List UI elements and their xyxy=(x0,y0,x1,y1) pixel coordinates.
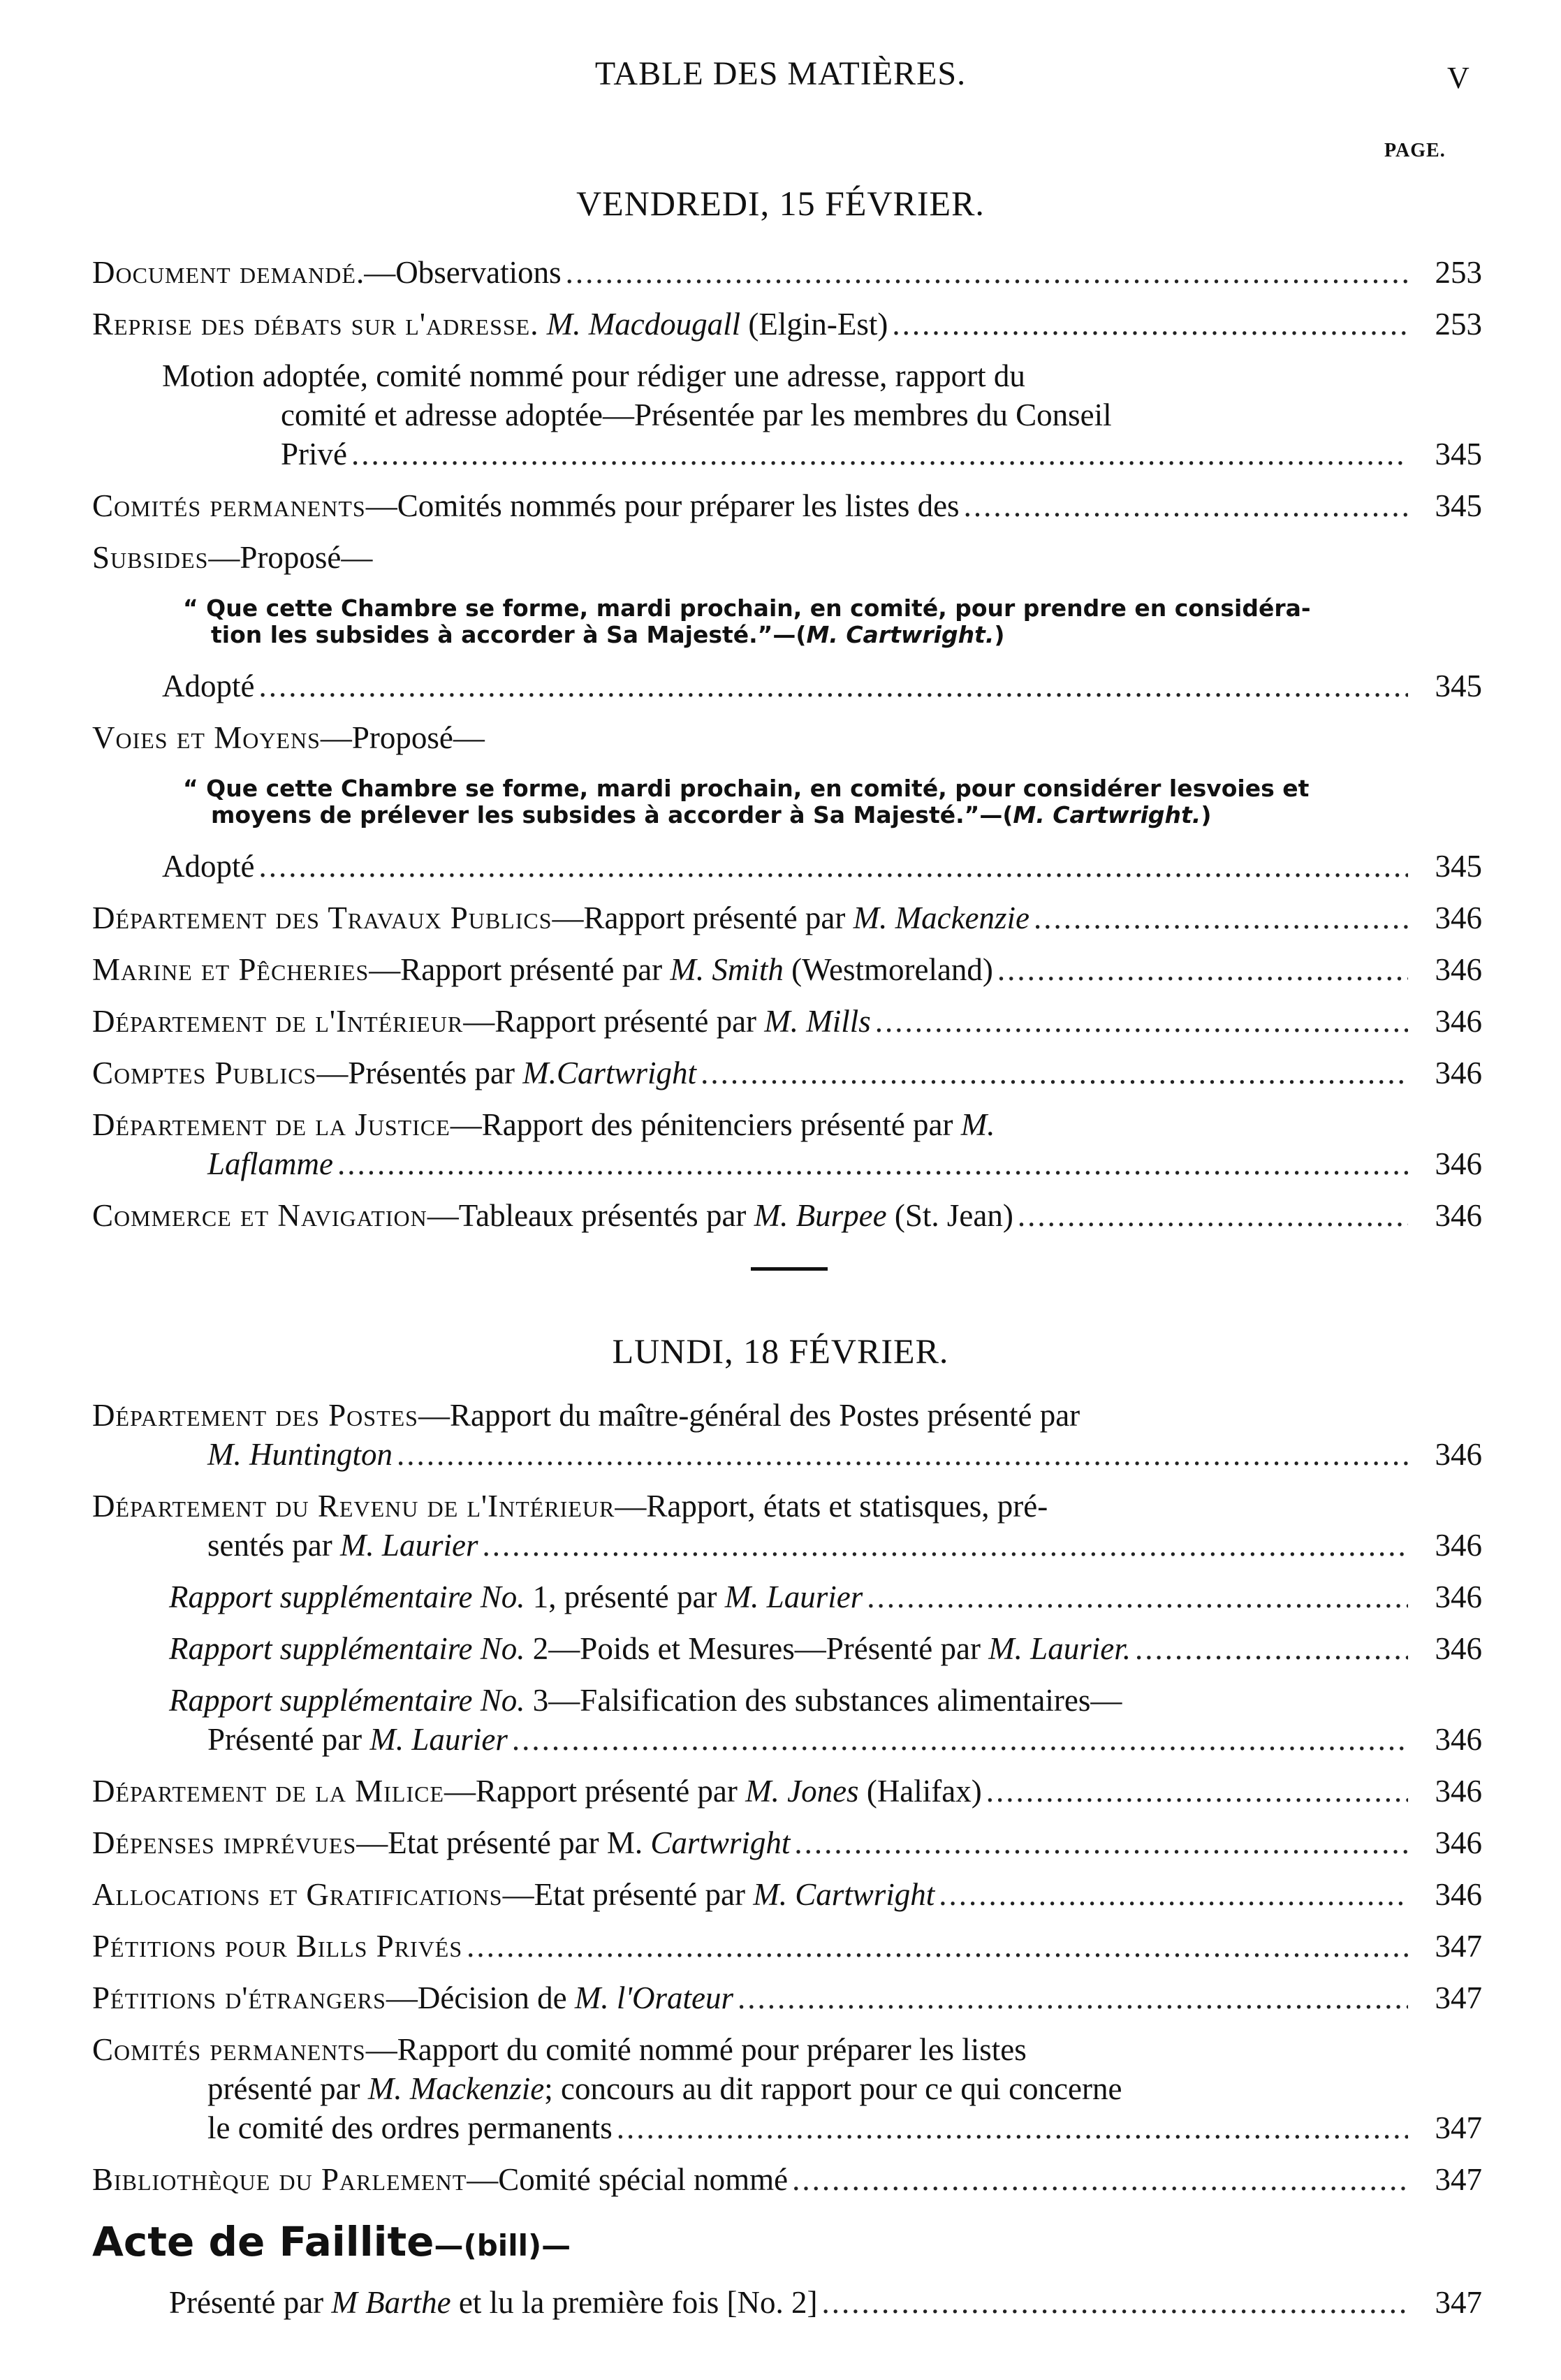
entry-lead: Commerce et Navigation xyxy=(92,1198,427,1233)
toc-entry xyxy=(92,2030,1482,2147)
toc-entry xyxy=(92,1772,1482,1811)
entry-text: —Comité spécial nommé xyxy=(467,2162,789,2197)
entry-text: 3—Falsification des substances alimentaires— xyxy=(525,1683,1122,1718)
entry-text: 2—Poids et Mesures—Présenté par xyxy=(525,1631,989,1666)
leader-dots xyxy=(794,1823,1408,1862)
entry-text: Adopté xyxy=(162,669,255,703)
entry-speaker: M.Cartwright xyxy=(522,1056,697,1090)
entry-page: 346 xyxy=(1435,1877,1482,1912)
entry-speaker: M. Laurier xyxy=(339,1528,478,1563)
entry-text: —Proposé— xyxy=(208,540,373,575)
bill-heading xyxy=(92,2217,1482,2270)
toc-entry xyxy=(92,1681,1482,1759)
quote-line: tion les subsides à accorder à Sa Majesté.”—( xyxy=(211,621,807,648)
quote-speaker: M. Cartwright. xyxy=(1013,801,1201,828)
quote-close: ) xyxy=(994,621,1005,648)
entry-text: (Halifax) xyxy=(858,1774,982,1809)
entry-page: 345 xyxy=(1435,488,1482,523)
entry-page: 346 xyxy=(1435,1146,1482,1181)
leader-dots xyxy=(258,666,1408,706)
entry-text: (Elgin-Est) xyxy=(740,307,888,342)
toc-entry xyxy=(92,666,1482,706)
entry-page: 346 xyxy=(1435,1774,1482,1809)
entry-page: 346 xyxy=(1435,1528,1482,1563)
toc-entry xyxy=(92,486,1482,525)
entry-speaker: M. Jones xyxy=(745,1774,859,1809)
entry-text: —Rapport présenté par xyxy=(552,900,853,935)
entry-lead: Subsides xyxy=(92,540,209,575)
toc-entry xyxy=(92,538,1482,577)
entry-page: 346 xyxy=(1435,1437,1482,1472)
leader-dots xyxy=(397,1435,1408,1474)
entry-page: 346 xyxy=(1435,1198,1482,1233)
quoted-motion xyxy=(92,595,1482,648)
entry-speaker: M Barthe xyxy=(331,2285,451,2320)
leader-dots xyxy=(875,1002,1408,1041)
entry-subtitle: Rapport supplémentaire No. xyxy=(169,1631,525,1666)
toc-entry xyxy=(92,950,1482,989)
entry-lead: Département des Travaux Publics xyxy=(92,900,552,935)
entry-speaker: M. Burpee xyxy=(754,1198,887,1233)
page-column-label: PAGE. xyxy=(1384,140,1446,161)
entry-speaker: Cartwright xyxy=(650,1825,791,1860)
toc-entry xyxy=(92,1629,1482,1668)
entry-text: —Décision de xyxy=(386,1980,575,2015)
toc-entry xyxy=(92,2160,1482,2199)
leader-dots xyxy=(892,305,1408,344)
entry-page: 347 xyxy=(1435,1980,1482,2015)
leader-dots xyxy=(467,1927,1408,1966)
toc-entry xyxy=(92,1577,1482,1616)
day-heading-monday: LUNDI, 18 FÉVRIER. xyxy=(612,1331,949,1371)
toc-entry xyxy=(92,1487,1482,1565)
entry-text: le comité des ordres permanents xyxy=(207,2110,613,2145)
entry-speaker: M. Mills xyxy=(764,1004,871,1039)
entry-lead: Reprise des débats sur l'adresse. xyxy=(92,307,539,342)
bill-title: Acte de Faillite xyxy=(92,2218,434,2265)
quoted-motion xyxy=(92,775,1482,828)
entry-text: présenté par xyxy=(207,2071,368,2106)
entry-text: —Rapport présenté par xyxy=(444,1774,746,1809)
leader-dots xyxy=(701,1053,1408,1093)
leader-dots xyxy=(482,1526,1408,1565)
entry-text: —Rapport présenté par xyxy=(369,952,670,987)
entry-text: —Rapport du maître-général des Postes présenté par xyxy=(418,1398,1080,1433)
leader-dots xyxy=(1135,1629,1408,1668)
toc-entry xyxy=(92,356,1482,474)
entry-text: sentés par xyxy=(207,1528,340,1563)
entry-speaker: M. Huntington xyxy=(207,1437,393,1472)
leader-dots xyxy=(1034,898,1408,937)
leader-dots xyxy=(1018,1196,1408,1235)
entry-lead: Dépenses imprévues xyxy=(92,1825,357,1860)
entry-text: et lu la première fois [No. 2] xyxy=(450,2285,818,2320)
quote-line: moyens de prélever les subsides à accorder à Sa Majesté.”—( xyxy=(211,801,1013,828)
entry-page: 253 xyxy=(1435,307,1482,342)
entry-text: Présenté par xyxy=(169,2285,332,2320)
entry-speaker: M. l'Orateur xyxy=(574,1980,733,2015)
entry-text: Privé xyxy=(281,437,347,472)
entry-lead: Département des Postes xyxy=(92,1398,418,1433)
entry-text: Présenté par xyxy=(207,1722,370,1757)
entry-lead: Bibliothèque du Parlement xyxy=(92,2162,467,2197)
leader-dots xyxy=(986,1772,1408,1811)
entry-lead: Pétitions d'étrangers xyxy=(92,1980,386,2015)
entry-text: —Rapport, états et statisques, pré- xyxy=(615,1489,1048,1524)
toc-entry xyxy=(92,898,1482,937)
entry-lead: Comptes Publics xyxy=(92,1056,317,1090)
entry-subtitle: Rapport supplémentaire No. xyxy=(169,1579,525,1614)
entry-text: .—Observations xyxy=(356,255,562,290)
entry-page: 346 xyxy=(1435,1722,1482,1757)
leader-dots xyxy=(939,1875,1408,1914)
entry-lead: Voies et Moyens xyxy=(92,720,321,755)
section-divider xyxy=(751,1267,828,1271)
leader-dots xyxy=(617,2108,1408,2147)
entry-text: (St. Jean) xyxy=(886,1198,1013,1233)
entry-lead: Département du Revenu de l'Intérieur xyxy=(92,1489,615,1524)
entry-text: —Tableaux présentés par xyxy=(427,1198,754,1233)
entry-speaker: M. xyxy=(960,1107,995,1142)
entry-text: —Présentés par xyxy=(316,1056,523,1090)
entry-lead: Allocations et Gratifications xyxy=(92,1877,503,1912)
leader-dots xyxy=(867,1577,1408,1616)
entry-page: 347 xyxy=(1435,2110,1482,2145)
entry-speaker: M. Mackenzie xyxy=(853,900,1030,935)
entry-text: (Westmoreland) xyxy=(783,952,993,987)
leader-dots xyxy=(738,1978,1408,2017)
toc-entry xyxy=(92,1978,1482,2017)
toc-section-monday xyxy=(92,1396,1482,2322)
page-number: V xyxy=(1447,61,1470,95)
day-heading-friday: VENDREDI, 15 FÉVRIER. xyxy=(576,184,985,223)
toc-entry xyxy=(92,2283,1482,2322)
entry-speaker: M. Mackenzie xyxy=(367,2071,545,2106)
entry-speaker: Laflamme xyxy=(207,1146,333,1181)
toc-entry xyxy=(92,1396,1482,1474)
toc-entry xyxy=(92,1053,1482,1093)
leader-dots xyxy=(792,2160,1408,2199)
entry-page: 253 xyxy=(1435,255,1482,290)
entry-text: —Rapport des pénitenciers présenté par xyxy=(450,1107,961,1142)
toc-entry xyxy=(92,1927,1482,1966)
toc-entry xyxy=(92,1875,1482,1914)
entry-speaker: M. Laurier. xyxy=(988,1631,1131,1666)
entry-text: —Comités nommés pour préparer les listes des xyxy=(365,488,960,523)
quote-speaker: M. Cartwright. xyxy=(806,621,995,648)
quote-line: “ Que cette Chambre se forme, mardi prochain, en comité, pour prendre en considéra- xyxy=(183,594,1311,622)
entry-lead: Document demandé xyxy=(92,255,356,290)
entry-page: 346 xyxy=(1435,1631,1482,1666)
quote-close: ) xyxy=(1201,801,1212,828)
entry-text: comité et adresse adoptée—Présentée par les membres du Conseil xyxy=(281,397,1112,432)
entry-lead: Pétitions pour Bills Privés xyxy=(92,1929,463,1964)
leader-dots xyxy=(258,847,1408,886)
entry-text: Motion adoptée, comité nommé pour rédiger une adresse, rapport du xyxy=(162,358,1025,393)
entry-page: 345 xyxy=(1435,849,1482,884)
bill-suffix: —(bill)— xyxy=(434,2228,571,2263)
quote-line: “ Que cette Chambre se forme, mardi prochain, en comité, pour considérer lesvoies et xyxy=(183,775,1310,802)
entry-lead: Comités permanents xyxy=(92,488,366,523)
entry-page: 346 xyxy=(1435,1004,1482,1039)
entry-lead: Département de la Justice xyxy=(92,1107,450,1142)
leader-dots xyxy=(964,486,1408,525)
entry-page: 347 xyxy=(1435,2285,1482,2320)
leader-dots xyxy=(566,253,1408,292)
entry-lead: Département de l'Intérieur xyxy=(92,1004,464,1039)
leader-dots xyxy=(997,950,1408,989)
entry-page: 346 xyxy=(1435,1056,1482,1090)
entry-text: —Etat présenté par M. xyxy=(356,1825,651,1860)
entry-page: 345 xyxy=(1435,669,1482,703)
leader-dots xyxy=(351,435,1408,474)
entry-speaker: M. Laurier xyxy=(724,1579,863,1614)
toc-entry xyxy=(92,718,1482,757)
entry-page: 346 xyxy=(1435,1579,1482,1614)
entry-speaker: M. Macdougall xyxy=(538,307,741,342)
entry-page: 346 xyxy=(1435,900,1482,935)
toc-section-friday xyxy=(92,253,1482,1235)
toc-entry xyxy=(92,1823,1482,1862)
entry-subtitle: Rapport supplémentaire No. xyxy=(169,1683,525,1718)
toc-entry xyxy=(92,847,1482,886)
entry-text: —Proposé— xyxy=(320,720,485,755)
entry-lead: Comités permanents xyxy=(92,2032,366,2067)
entry-page: 345 xyxy=(1435,437,1482,472)
entry-lead: Département de la Milice xyxy=(92,1774,445,1809)
running-title: TABLE DES MATIÈRES. xyxy=(594,55,967,92)
entry-text: 1, présenté par xyxy=(525,1579,725,1614)
entry-text: —Etat présenté par xyxy=(502,1877,754,1912)
entry-speaker: M. Laurier xyxy=(369,1722,508,1757)
toc-entry xyxy=(92,1196,1482,1235)
entry-text: —Rapport du comité nommé pour préparer les listes xyxy=(365,2032,1027,2067)
entry-text: —Rapport présenté par xyxy=(463,1004,765,1039)
entry-text: ; concours au dit rapport pour ce qui concerne xyxy=(544,2071,1122,2106)
entry-page: 347 xyxy=(1435,1929,1482,1964)
leader-dots xyxy=(337,1144,1408,1183)
toc-entry xyxy=(92,1002,1482,1041)
toc-entry xyxy=(92,305,1482,344)
entry-text: Adopté xyxy=(162,849,255,884)
entry-speaker: M. Cartwright xyxy=(753,1877,935,1912)
toc-entry xyxy=(92,253,1482,292)
entry-page: 347 xyxy=(1435,2162,1482,2197)
entry-speaker: M. Smith xyxy=(670,952,784,987)
entry-page: 346 xyxy=(1435,1825,1482,1860)
leader-dots xyxy=(512,1720,1408,1759)
entry-lead: Marine et Pêcheries xyxy=(92,952,369,987)
entry-page: 346 xyxy=(1435,952,1482,987)
leader-dots xyxy=(821,2283,1408,2322)
toc-entry xyxy=(92,1105,1482,1183)
